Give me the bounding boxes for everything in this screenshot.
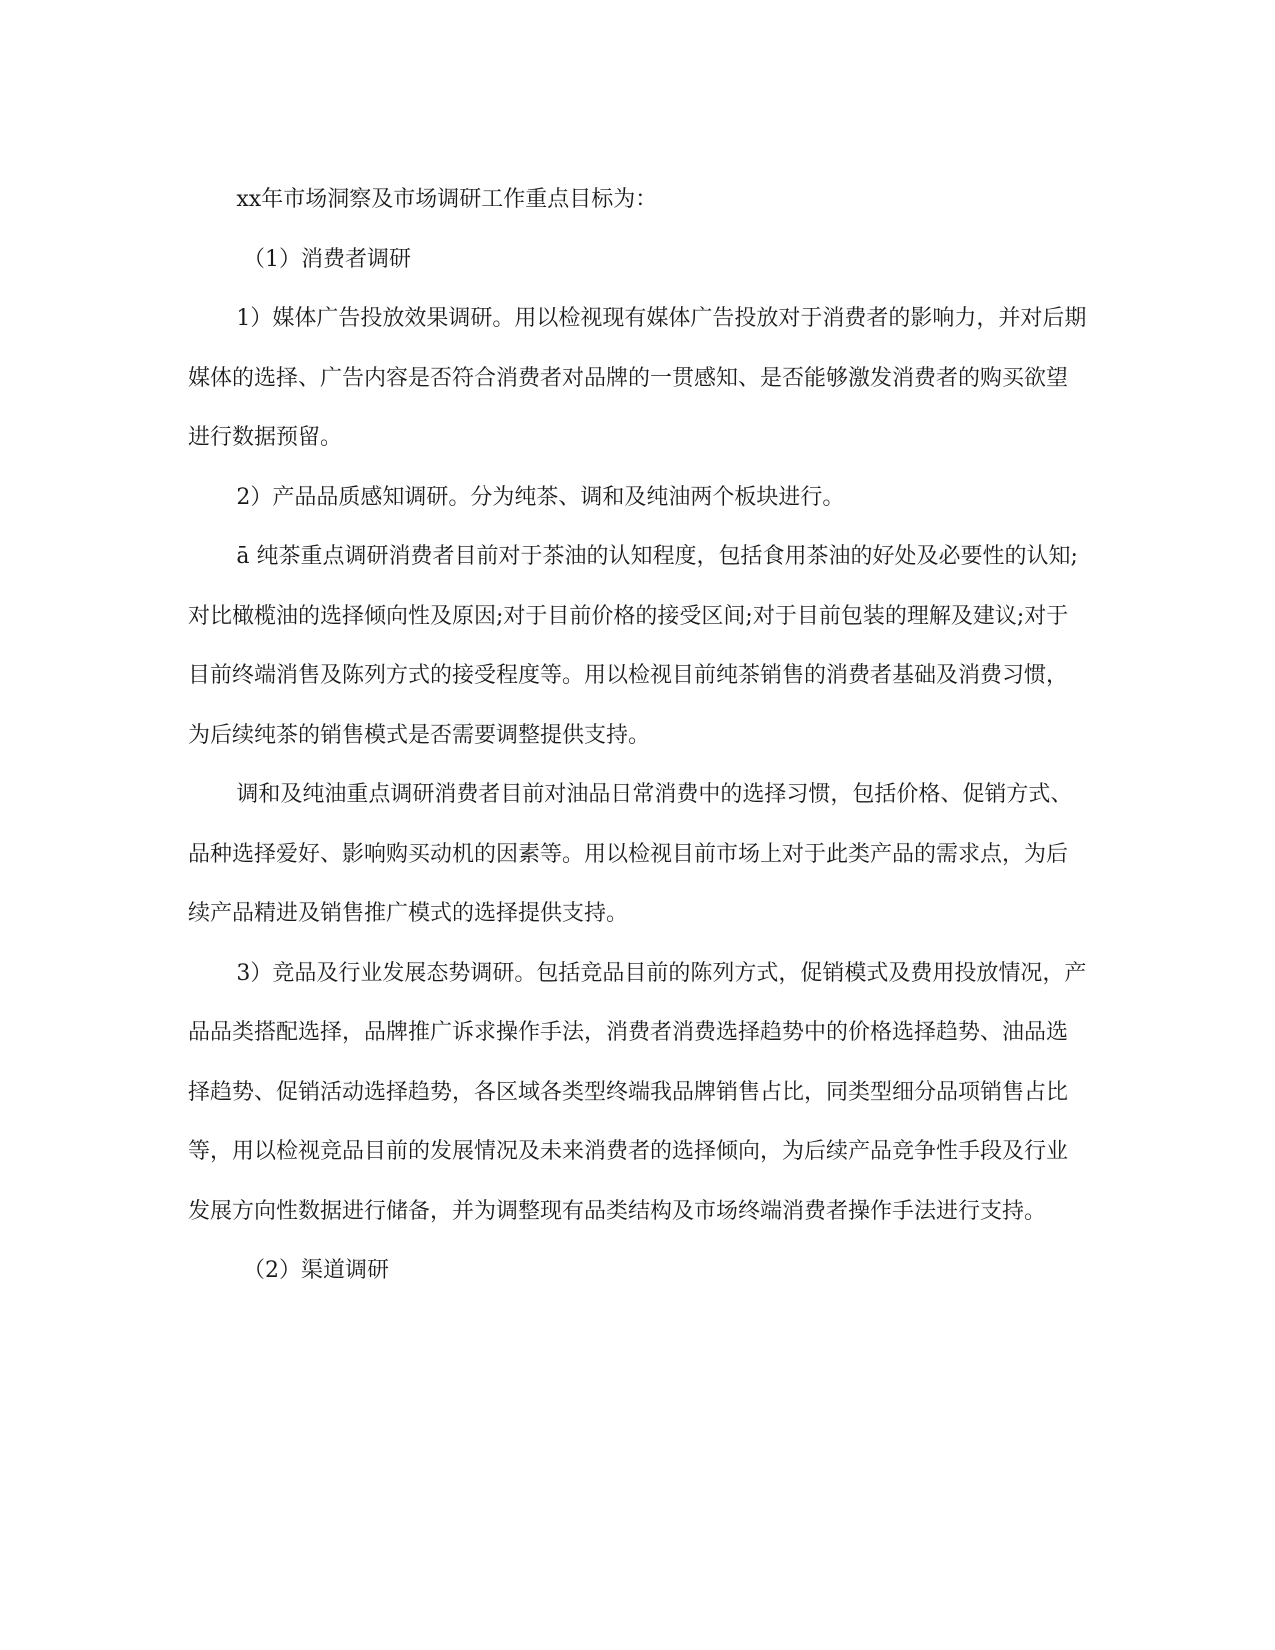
section-heading-channel-research: （2）渠道调研 <box>243 1258 389 1283</box>
paragraph-blended-oil-research: 调和及纯油重点调研消费者目前对油品日常消费中的选择习惯，包括价格、促销方式、品种选择爱好、影响购买动机的因素等。用以检视目前市场上对于此类产品的需求点，为后续产品精进及销售推广模式的选择提供支持。 <box>188 782 1073 926</box>
section-heading-consumer-research: （1）消费者调研 <box>243 246 411 272</box>
paragraph-media-ad-research: 1）媒体广告投放效果调研。用以检视现有媒体广告投放对于消费者的影响力，并对后期媒体的选择、广告内容是否符合消费者对品牌的一贯感知、是否能够激发消费者的购买欲望进行数据预留。 <box>188 306 1087 450</box>
paragraph-product-quality-research: 2）产品品质感知调研。分为纯茶、调和及纯油两个板块进行。 <box>236 484 845 510</box>
document-body <box>188 170 1088 1301</box>
intro-paragraph: xx年市场洞察及市场调研工作重点目标为： <box>236 187 658 212</box>
paragraph-competitor-research: 3）竞品及行业发展态势调研。包括竞品目前的陈列方式，促销模式及费用投放情况，产品品类搭配选择，品牌推广诉求操作手法，消费者消费选择趋势中的价格选择趋势、油品选择趋势、促销活动选择趋势，各区域各类型终端我品牌销售占比，同类型细分品项销售占比等，用以检视竞品目前的发展情况及未来消费者的选择倾向，为后续产品竞争性手段及行业发展方向性数据进行储备，并为调整现有品类结构及市场终端消费者操作手法进行支持。 <box>188 960 1087 1224</box>
paragraph-pure-tea-oil-research: ā 纯茶重点调研消费者目前对于茶油的认知程度，包括食用茶油的好处及必要性的认知;对比橄榄油的选择倾向性及原因;对于目前价格的接受区间;对于目前包装的理解及建议;对于目前终端消售及陈列方式的接受程度等。用以检视目前纯茶销售的消费者基础及消费习惯，为后续纯茶的销售模式是否需要调整提供支持。 <box>188 544 1078 748</box>
